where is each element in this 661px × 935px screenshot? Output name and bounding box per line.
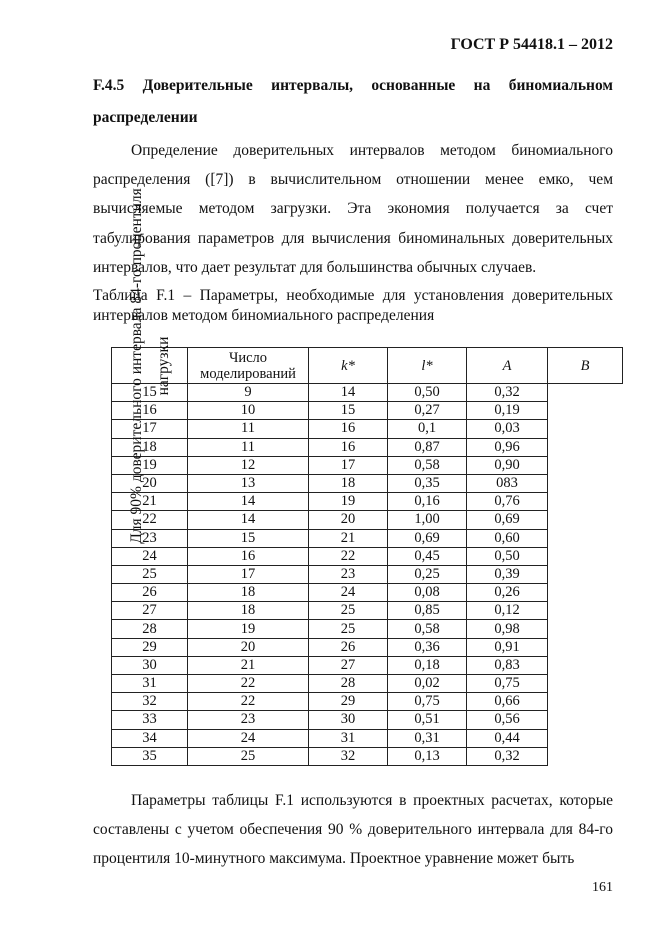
cell-b: 0,50 (467, 547, 548, 565)
cell-simulations: 17 (112, 420, 188, 438)
cell-l: 19 (309, 493, 388, 511)
cell-k: 11 (188, 438, 309, 456)
cell-simulations: 19 (112, 456, 188, 474)
table-row (112, 456, 623, 474)
cell-k: 12 (188, 456, 309, 474)
cell-k: 14 (188, 493, 309, 511)
cell-simulations: 15 (112, 384, 188, 402)
cell-l: 29 (309, 693, 388, 711)
cell-l: 16 (309, 420, 388, 438)
cell-a: 0,02 (388, 675, 467, 693)
table-row (112, 384, 623, 402)
cell-k: 11 (188, 420, 309, 438)
cell-l: 31 (309, 729, 388, 747)
cell-l: 20 (309, 511, 388, 529)
table-row (112, 656, 623, 674)
cell-a: 0,58 (388, 620, 467, 638)
cell-simulations: 18 (112, 438, 188, 456)
cell-simulations: 26 (112, 584, 188, 602)
cell-l: 30 (309, 711, 388, 729)
table-caption: Таблица F.1 – Параметры, необходимые для установления доверительных интервалов методом биномиального распределения (93, 287, 613, 324)
table-row (112, 529, 623, 547)
table-row (112, 565, 623, 583)
cell-simulations: 29 (112, 638, 188, 656)
cell-l: 27 (309, 656, 388, 674)
cell-k: 22 (188, 675, 309, 693)
table-header-row (112, 348, 623, 384)
table-row (112, 547, 623, 565)
table-row (112, 493, 623, 511)
table-row (112, 747, 623, 765)
side-label (123, 166, 177, 566)
cell-b: 0,44 (467, 729, 548, 747)
cell-a: 0,87 (388, 438, 467, 456)
table-row (112, 638, 623, 656)
cell-l: 32 (309, 747, 388, 765)
column-header-k: k* (309, 348, 388, 384)
cell-simulations: 33 (112, 711, 188, 729)
cell-k: 18 (188, 584, 309, 602)
cell-b: 0,91 (467, 638, 548, 656)
cell-a: 0,13 (388, 747, 467, 765)
cell-k: 20 (188, 638, 309, 656)
cell-k: 15 (188, 529, 309, 547)
side-label-line2: нагрузки (154, 336, 172, 395)
cell-simulations: 21 (112, 493, 188, 511)
cell-l: 15 (309, 402, 388, 420)
cell-simulations: 27 (112, 602, 188, 620)
cell-k: 21 (188, 656, 309, 674)
cell-a: 0,58 (388, 456, 467, 474)
cell-k: 13 (188, 474, 309, 492)
cell-a: 0,16 (388, 493, 467, 511)
column-header-l: l* (388, 348, 467, 384)
cell-k: 23 (188, 711, 309, 729)
cell-l: 17 (309, 456, 388, 474)
cell-b: 0,76 (467, 493, 548, 511)
cell-simulations: 22 (112, 511, 188, 529)
table-row (112, 729, 623, 747)
cell-a: 0,08 (388, 584, 467, 602)
cell-l: 18 (309, 474, 388, 492)
cell-k: 17 (188, 565, 309, 583)
cell-b: 0,56 (467, 711, 548, 729)
table-row (112, 402, 623, 420)
cell-k: 25 (188, 747, 309, 765)
cell-simulations: 31 (112, 675, 188, 693)
cell-k: 10 (188, 402, 309, 420)
cell-k: 9 (188, 384, 309, 402)
cell-a: 0,27 (388, 402, 467, 420)
table-row (112, 474, 623, 492)
cell-a: 0,75 (388, 693, 467, 711)
cell-simulations: 24 (112, 547, 188, 565)
cell-b: 0,75 (467, 675, 548, 693)
cell-l: 24 (309, 584, 388, 602)
cell-simulations: 34 (112, 729, 188, 747)
cell-a: 0,45 (388, 547, 467, 565)
cell-k: 22 (188, 693, 309, 711)
table-row (112, 511, 623, 529)
cell-l: 25 (309, 602, 388, 620)
document-header: ГОСТ Р 54418.1 – 2012 (450, 36, 613, 53)
cell-a: 0,36 (388, 638, 467, 656)
table-row (112, 602, 623, 620)
cell-k: 18 (188, 602, 309, 620)
cell-b: 0,66 (467, 693, 548, 711)
cell-a: 0,25 (388, 565, 467, 583)
table-row (112, 584, 623, 602)
cell-simulations: 28 (112, 620, 188, 638)
cell-b: 0,90 (467, 456, 548, 474)
cell-simulations: 25 (112, 565, 188, 583)
table-row (112, 675, 623, 693)
cell-b: 0,32 (467, 384, 548, 402)
side-label-line1: Для 90% доверительного интервала 84-го процентиля (127, 187, 145, 544)
cell-b: 0,32 (467, 747, 548, 765)
cell-simulations: 16 (112, 402, 188, 420)
cell-l: 22 (309, 547, 388, 565)
cell-k: 24 (188, 729, 309, 747)
cell-b: 0,19 (467, 402, 548, 420)
cell-l: 26 (309, 638, 388, 656)
cell-b: 083 (467, 474, 548, 492)
cell-b: 0,60 (467, 529, 548, 547)
table-row (112, 620, 623, 638)
cell-a: 0,51 (388, 711, 467, 729)
paragraph-conclusion (93, 786, 613, 874)
cell-a: 0,69 (388, 529, 467, 547)
table-row (112, 711, 623, 729)
cell-k: 16 (188, 547, 309, 565)
table-row (112, 693, 623, 711)
cell-l: 28 (309, 675, 388, 693)
cell-simulations: 35 (112, 747, 188, 765)
cell-b: 0,26 (467, 584, 548, 602)
cell-a: 0,1 (388, 420, 467, 438)
cell-k: 19 (188, 620, 309, 638)
cell-b: 0,98 (467, 620, 548, 638)
cell-l: 25 (309, 620, 388, 638)
cell-l: 16 (309, 438, 388, 456)
cell-k: 14 (188, 511, 309, 529)
cell-a: 0,50 (388, 384, 467, 402)
cell-b: 0,96 (467, 438, 548, 456)
cell-a: 0,85 (388, 602, 467, 620)
cell-simulations: 23 (112, 529, 188, 547)
cell-l: 14 (309, 384, 388, 402)
cell-a: 1,00 (388, 511, 467, 529)
cell-simulations: 20 (112, 474, 188, 492)
cell-b: 0,03 (467, 420, 548, 438)
cell-b: 0,12 (467, 602, 548, 620)
cell-a: 0,35 (388, 474, 467, 492)
page-number: 161 (592, 880, 613, 895)
paragraph-intro-text: Определение доверительных интервалов методом биномиального распределения ([7]) в вычислительном отношении менее емко, чем вычисляемые методом загрузки. Эта экономия получается за счет табулирования параметров для вычисления биноминальных доверительных интервалов, что дает результат для большинства обычных случаев. (93, 142, 613, 276)
cell-simulations: 32 (112, 693, 188, 711)
cell-b: 0,69 (467, 511, 548, 529)
table-row (112, 438, 623, 456)
cell-a: 0,31 (388, 729, 467, 747)
cell-b: 0,83 (467, 656, 548, 674)
paragraph-conclusion-text: Параметры таблицы F.1 используются в проектных расчетах, которые составлены с учетом обеспечения 90 % доверительного интервала для 84-го процентиля 10-минутного максимума. Проектное уравнение может быть (93, 792, 613, 868)
section-title: F.4.5 Доверительные интервалы, основанные на биномиальном распределении (93, 77, 613, 126)
cell-l: 23 (309, 565, 388, 583)
cell-l: 21 (309, 529, 388, 547)
cell-b: 0,39 (467, 565, 548, 583)
cell-a: 0,18 (388, 656, 467, 674)
table-row (112, 420, 623, 438)
column-header-a: A (467, 348, 548, 384)
cell-simulations: 30 (112, 656, 188, 674)
column-header-simulations: Число моделирований (188, 348, 309, 384)
column-header-b: B (548, 348, 623, 384)
